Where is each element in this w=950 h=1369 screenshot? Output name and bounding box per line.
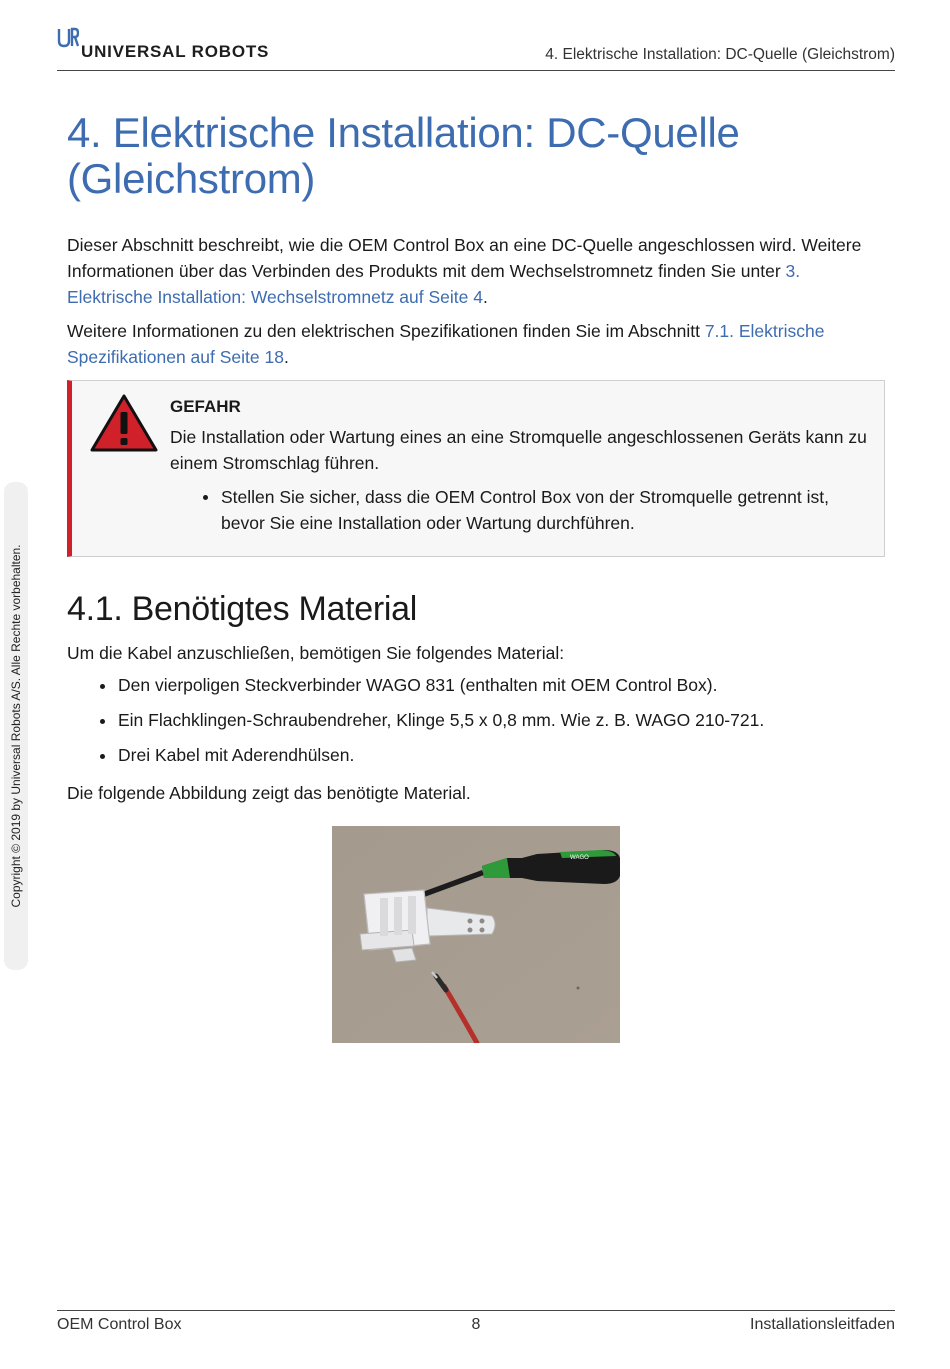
link-electrical-specs[interactable]: 7.1. Elektrische Spezifikationen auf Seite 18 <box>67 321 825 367</box>
danger-text: Die Installation oder Wartung eines an eine Stromquelle angeschlossenen Geräts kann zu einem Stromschlag führen. <box>170 427 867 473</box>
intro-text: Dieser Abschnitt beschreibt, wie die OEM Control Box an eine DC-Quelle angeschlossen wird. Weitere Informationen über das Verbinden des Produkts mit dem Wechselstromnetz finden Sie unter <box>67 235 862 281</box>
main-content <box>67 110 887 370</box>
footer-product: OEM Control Box <box>57 1316 182 1333</box>
link-ac-installation[interactable]: 3. Elektrische Installation: Wechselstromnetz auf Seite 4 <box>67 261 801 307</box>
page-footer <box>57 1310 895 1340</box>
list-item: Den vierpoligen Steckverbinder WAGO 831 (enthalten mit OEM Control Box). <box>118 672 887 698</box>
material-section <box>67 588 887 806</box>
material-list <box>67 672 887 768</box>
danger-list <box>170 484 870 536</box>
page-number: 8 <box>471 1316 481 1333</box>
spec-paragraph <box>67 318 887 370</box>
material-photo <box>332 826 620 1043</box>
page-header <box>57 26 895 71</box>
running-title: 4. Elektrische Installation: DC-Quelle (Gleichstrom) <box>545 46 895 63</box>
danger-title: GEFAHR <box>170 397 241 416</box>
warning-icon <box>89 392 159 454</box>
intro-end: . <box>482 287 488 307</box>
danger-notice <box>67 380 885 557</box>
section-outro: Die folgende Abbildung zeigt das benötigte Material. <box>67 783 471 803</box>
screwdriver-brand: WAGO <box>570 855 589 861</box>
danger-body <box>170 396 870 536</box>
page-title: 4. Elektrische Installation: DC-Quelle (Gleichstrom) <box>67 109 740 202</box>
spec-text: Weitere Informationen zu den elektrischen Spezifikationen finden Sie im Abschnitt <box>67 321 705 341</box>
section-title: 4.1. Benötigtes Material <box>67 590 417 628</box>
intro-paragraph <box>67 232 887 310</box>
danger-list-item: Stellen Sie sicher, dass die OEM Control Box von der Stromquelle getrennt ist, bevor Sie eine Installation oder Wartung durchführen. <box>221 484 870 536</box>
spec-end: . <box>283 347 289 367</box>
list-item: Ein Flachklingen-Schraubendreher, Klinge 5,5 x 0,8 mm. Wie z. B. WAGO 210-721. <box>118 707 887 733</box>
footer-doc-type: Installationsleitfaden <box>750 1316 895 1333</box>
section-intro: Um die Kabel anzuschließen, bemötigen Sie folgendes Material: <box>67 643 565 663</box>
brand-name: UNIVERSAL ROBOTS <box>81 42 270 61</box>
ur-logo-icon <box>57 26 79 48</box>
list-item: Drei Kabel mit Aderendhülsen. <box>118 742 887 768</box>
copyright-notice: Copyright © 2019 by Universal Robots A/S. Alle Rechte vorbehalten. <box>9 544 23 908</box>
